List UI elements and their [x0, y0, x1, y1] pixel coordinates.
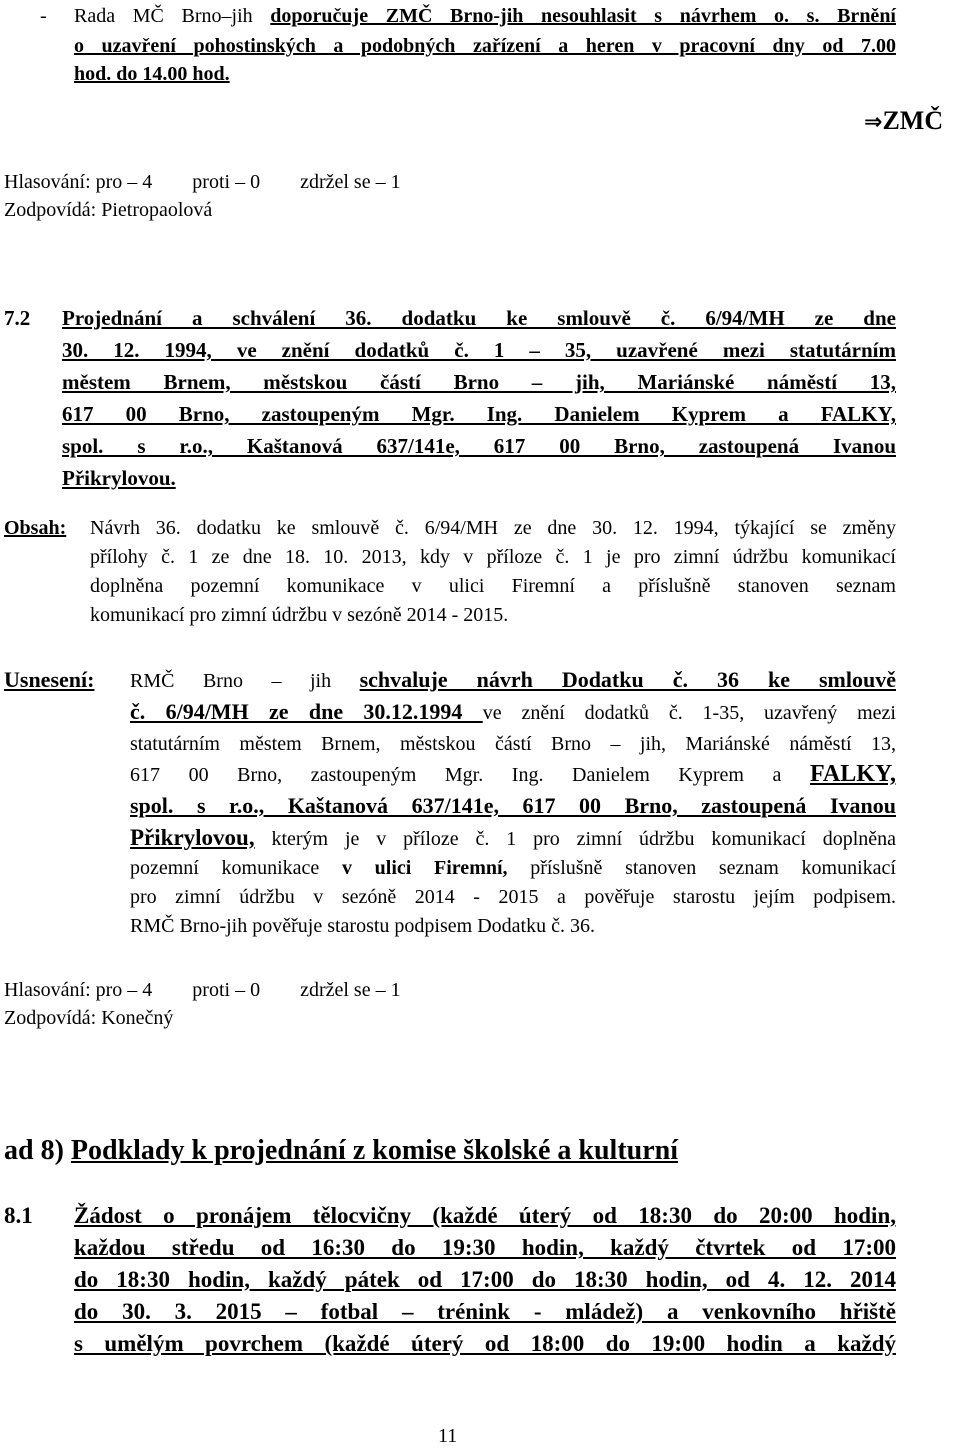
top-item-line-1-bold: doporučuje ZMČ Brno-jih nesouhlasit s návrhem o. s. Brnění: [270, 5, 896, 27]
top-item-line-1: [74, 2, 896, 31]
usneseni-line-1-text: RMČ Brno – jih: [130, 670, 360, 692]
usneseni-line-6-bold: Přikrylovou,: [130, 825, 255, 850]
item-7-2-line-1: Projednání a schválení 36. dodatku ke smlouvě č. 6/94/MH ze dne: [62, 306, 896, 330]
usneseni-line-6: [130, 822, 896, 855]
item-7-2-line-4: 617 00 Brno, zastoupeným Mgr. Ing. Danielem Kyprem a FALKY,: [62, 402, 896, 426]
zmc-marker: [864, 104, 943, 140]
vote-1: Hlasování: pro – 4 proti – 0 zdržel se – 1: [4, 171, 401, 193]
usneseni-line-3: statutárním městem Brnem, městskou částí Brno – jih, Mariánské náměstí 13,: [130, 733, 896, 755]
page-number: 11: [438, 1425, 458, 1447]
section-8-heading: [4, 1132, 678, 1170]
item-8-1-line-5: s umělým povrchem (každé úterý od 18:00 do 19:00 hodin a každý: [74, 1331, 896, 1356]
responsible-1: Zodpovídá: Pietropaolová: [4, 199, 213, 221]
obsah-line-1: Návrh 36. dodatku ke smlouvě č. 6/94/MH ze dne 30. 12. 1994, týkající se změny: [90, 517, 896, 539]
usneseni-line-7-text-a: pozemní komunikace: [130, 857, 342, 879]
item-8-1-line-4: do 30. 3. 2015 – fotbal – trénink - mládež) a venkovního hřiště: [74, 1299, 896, 1324]
item-8-1-number: 8.1: [4, 1203, 33, 1228]
item-8-1-line-3: do 18:30 hodin, každý pátek od 17:00 do 18:30 hodin, od 4. 12. 2014: [74, 1267, 896, 1292]
usneseni-line-1: [130, 664, 896, 697]
usneseni-line-6-text: kterým je v příloze č. 1 pro zimní údržbu komunikací doplněna: [254, 828, 896, 850]
item-8-1-line-1: Žádost o pronájem tělocvičny (každé úterý od 18:30 do 20:00 hodin,: [74, 1203, 896, 1228]
obsah-label: Obsah:: [4, 517, 67, 539]
obsah-line-2: přílohy č. 1 ze dne 18. 10. 2013, kdy v příloze č. 1 je pro zimní údržbu komunikací: [90, 546, 896, 568]
obsah-line-3: doplněna pozemní komunikace v ulici Firemní a příslušně stanoven seznam: [90, 575, 896, 597]
item-7-2-line-6: Přikrylovou.: [62, 466, 176, 490]
section-8-title: Podklady k projednání z komise školské a kulturní: [70, 1135, 678, 1166]
item-7-2-line-5: spol. s r.o., Kaštanová 637/141e, 617 00 Brno, zastoupená Ivanou: [62, 434, 896, 458]
top-item-line-2: o uzavření pohostinských a podobných zařízení a heren v pracovní dny od 7.00: [74, 35, 896, 57]
usneseni-line-2-text: ve znění dodatků č. 1-35, uzavřený mezi: [482, 702, 896, 724]
usneseni-line-5: spol. s r.o., Kaštanová 637/141e, 617 00 Brno, zastoupená Ivanou: [130, 793, 896, 818]
usneseni-line-7-text-c: příslušně stanoven seznam komunikací: [507, 857, 896, 879]
item-7-2-line-3: městem Brnem, městskou částí Brno – jih, Mariánské náměstí 13,: [62, 370, 896, 394]
usneseni-label: Usnesení:: [4, 667, 95, 692]
item-7-2-number: 7.2: [4, 306, 31, 330]
usneseni-line-2: [130, 696, 896, 729]
section-8-prefix: ad 8): [4, 1135, 71, 1166]
vote-2: Hlasování: pro – 4 proti – 0 zdržel se – 1: [4, 979, 401, 1001]
usneseni-line-1-bold: schvaluje návrh Dodatku č. 36 ke smlouvě: [359, 667, 896, 692]
usneseni-line-9: RMČ Brno-jih pověřuje starostu podpisem Dodatku č. 36.: [130, 915, 595, 937]
top-item-line-1-text: Rada MČ Brno–jih: [74, 5, 271, 27]
responsible-2: Zodpovídá: Konečný: [4, 1007, 174, 1029]
usneseni-line-8: pro zimní údržbu v sezóně 2014 - 2015 a pověřuje starostu jejím podpisem.: [130, 886, 896, 908]
top-item-line-3: hod. do 14.00 hod.: [74, 63, 230, 85]
zmc-label: ZMČ: [882, 106, 944, 135]
usneseni-line-4-text: 617 00 Brno, zastoupeným Mgr. Ing. Danielem Kyprem a: [130, 764, 810, 786]
implies-arrow-icon: ⇒: [864, 110, 883, 135]
usneseni-line-7-bold: v ulici Firemní,: [341, 857, 508, 879]
list-dash: -: [40, 5, 47, 27]
item-8-1-line-2: každou středu od 16:30 do 19:30 hodin, každý čtvrtek od 17:00: [74, 1235, 896, 1260]
usneseni-line-4-bold: FALKY,: [809, 761, 896, 787]
usneseni-line-7: [130, 854, 896, 883]
item-7-2-line-2: 30. 12. 1994, ve znění dodatků č. 1 – 35, uzavřené mezi statutárním: [62, 338, 896, 362]
usneseni-line-4: [130, 758, 896, 791]
usneseni-line-2-bold: č. 6/94/MH ze dne 30.12.1994: [130, 699, 483, 724]
obsah-line-4: komunikací pro zimní údržbu v sezóně 2014 - 2015.: [90, 604, 509, 626]
